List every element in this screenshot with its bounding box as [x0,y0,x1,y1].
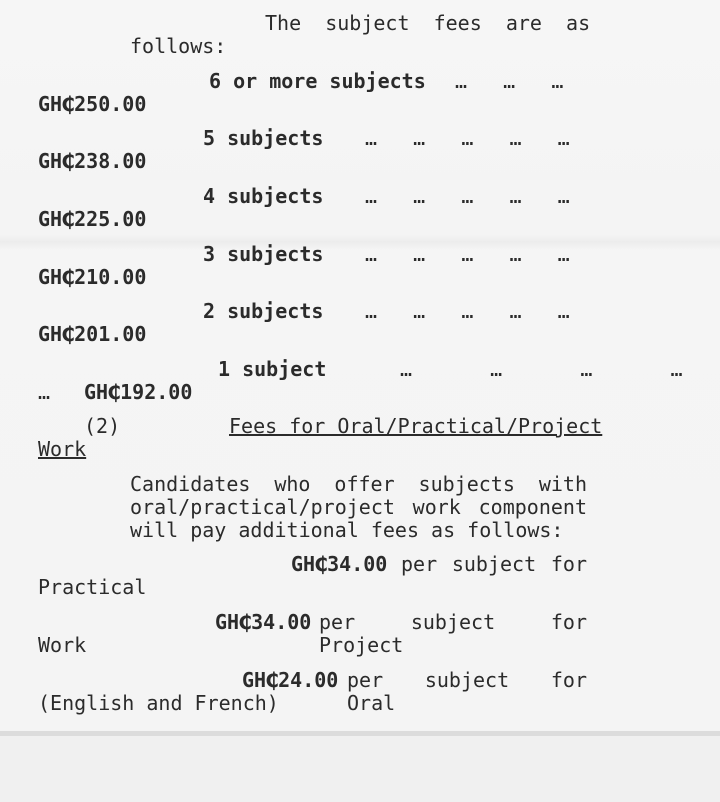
additional-fee-text: per subject for Project [319,610,587,657]
fee-label: 6 or more subjects [209,69,426,93]
fee-amount: GH₵210.00 [38,265,147,289]
fee-dots: … … … … … [365,299,570,323]
fee-dots: … … … … … [365,126,570,150]
fee-label: 1 subject [218,357,327,381]
intro-line-1: The subject fees are as [265,11,591,35]
fee-amount: GH₵192.00 [84,380,193,404]
fee-dots: … … … … … [365,184,570,208]
additional-fee-text: per subject for [401,552,587,576]
fee-dots: … … … [455,69,564,93]
fee-amount: GH₵201.00 [38,322,147,346]
section-number: (2) [84,414,121,438]
additional-fee-continuation: (English and French) [38,691,279,715]
fee-label: 4 subjects [203,184,324,208]
paragraph-line-3: will pay additional fees as follows: [130,518,564,542]
fee-dots: … … … … … [365,242,570,266]
additional-fee-continuation: Practical [38,575,147,599]
fee-label: 5 subjects [203,126,324,150]
additional-fee-text: per subject for Oral [347,668,587,715]
fee-dots: … … … … [400,357,683,381]
fee-label: 2 subjects [203,299,324,323]
section-heading-continued: Work [38,437,87,461]
fee-amount: GH₵250.00 [38,92,147,116]
fee-amount: GH₵238.00 [38,149,147,173]
background-area [0,736,720,802]
fee-trail-dots: … [38,380,51,404]
additional-fee-amount: GH₵24.00 [242,668,339,692]
fee-label: 3 subjects [203,242,324,266]
intro-line-2: follows: [130,34,227,58]
fee-amount: GH₵225.00 [38,207,147,231]
additional-fee-continuation: Work [38,633,87,657]
additional-fee-amount: GH₵34.00 [215,610,312,634]
cut-off-top-line [142,0,280,2]
paragraph-line-2: oral/practical/project work component [130,495,587,519]
section-heading: Fees for Oral/Practical/Project [229,414,603,438]
additional-fee-amount: GH₵34.00 [291,552,388,576]
paragraph-line-1: Candidates who offer subjects with [130,472,587,496]
